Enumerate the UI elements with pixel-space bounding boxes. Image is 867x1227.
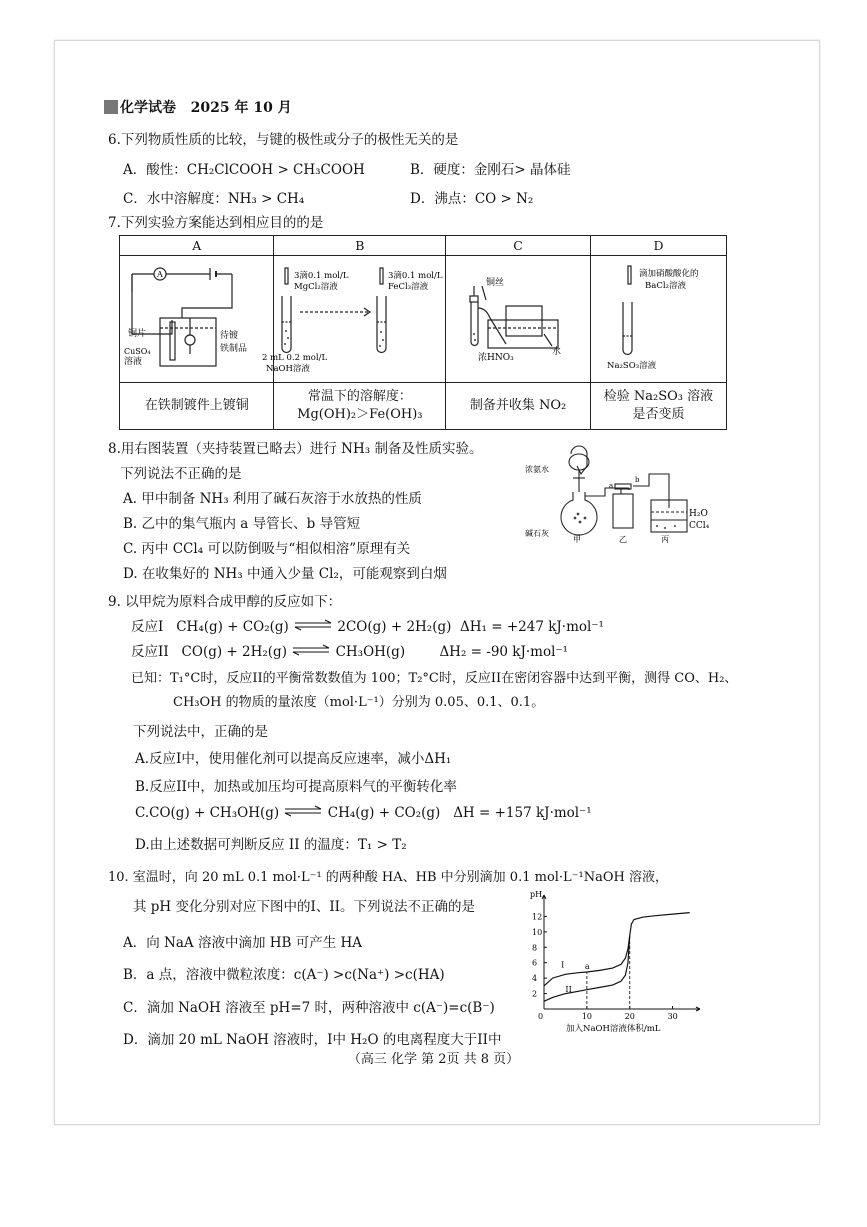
test-tube-diagram [262,256,447,383]
q7-header-d: D [590,236,726,256]
ph-titration-chart [520,886,720,1034]
q7-stem: 7.下列实验方案能达到相应目的的是 [108,215,324,231]
y-tick-label: 8 [532,943,538,953]
naoh-label-1: 2 mL 0.2 mol/L [262,353,328,363]
cuso4-label-2: 溶液 [124,357,143,367]
q9c-enthalpy: ΔH = +157 kJ·mol⁻¹ [453,805,592,821]
y-tick-label: 4 [532,974,538,984]
q7-purpose-c: 制备并收集 NO₂ [446,383,591,430]
r1-right: 2CO(g) + 2H₂(g) [337,619,452,635]
q10-option-b: B．a 点，溶液中微粒浓度：c(A⁻) >c(Na⁺) >c(HA) [123,967,445,983]
q8-option-d: D. 在收集好的 NH₃ 中通入少量 Cl₂，可能观察到白烟 [123,566,447,582]
origin-label: 0 [538,1012,544,1021]
conc-ammonia-label: 浓氨水 [525,465,549,474]
equilibrium-arrow-icon [283,806,323,816]
q8-sub: 下列说法不正确的是 [120,466,242,482]
fecl3-label-2: FeCl₃溶液 [388,282,429,292]
q6-option-b: B．硬度：金刚石> 晶体硅 [410,162,571,178]
soda-lime-label: 碱石灰 [525,529,549,538]
sulfite-test-diagram [593,256,727,383]
water-label: 水 [552,347,562,357]
electroplating-diagram [120,256,274,383]
mgcl2-label-2: MgCl₂溶液 [294,282,338,292]
q9-sub: 下列说法中，正确的是 [133,724,268,740]
q9-option-a: A.反应I中，使用催化剂可以提高反应速率，减小ΔH₁ [135,751,452,767]
y-tick-label: 2 [532,989,538,999]
naoh-label-2: NaOH溶液 [266,364,310,374]
q10-option-c: C．滴加 NaOH 溶液至 pH=7 时，两种溶液中 c(A⁻)=c(B⁻) [123,1000,495,1016]
x-tick-label: 10 [581,1012,593,1021]
header-title: 化学试卷 [120,100,176,116]
h2o-layer-label: H₂O [689,509,708,519]
series-1-label: I [561,960,565,970]
q6-option-d: D．沸点：CO > N₂ [410,191,534,207]
q9-given-2: CH₃OH 的物质的量浓度（mol·L⁻¹）分别为 0.05、0.1、0.1。 [173,695,545,710]
conc-hno3-label: 浓HNO₃ [478,353,514,363]
q9-option-b: B.反应II中，加热或加压均可提高原料气的平衡转化率 [135,779,457,795]
q7-header-a: A [120,236,274,256]
y-tick-label: 10 [532,927,543,937]
q8-option-c: C. 丙中 CCl₄ 可以防倒吸与“相似相溶”原理有关 [123,541,411,557]
y-axis-label: pH [530,890,543,899]
mgcl2-label-1: 3滴0.1 mol/L [294,271,349,281]
q7-purpose-d-line1: 检验 Na₂SO₃ 溶液 [603,389,714,404]
q7-purpose-a: 在铁制镀件上镀铜 [120,383,274,430]
tube-a-label: a [609,482,614,490]
no2-collection-diagram [448,256,592,383]
q9-stem: 9. 以甲烷为原料合成甲醇的反应如下： [108,594,342,610]
ccl4-layer-label: CCl₄ [689,521,710,531]
bottle-yi-label: 乙 [619,535,627,544]
fecl3-label-1: 3滴0.1 mol/L [388,271,443,281]
q7-purpose-d [590,383,726,430]
copper-plate-label: 铜片 [128,329,147,339]
q10-stem-2: 其 pH 变化分别对应下图中的I、II。下列说法不正确的是 [133,899,475,915]
q10-option-d: D．滴加 20 mL NaOH 溶液时，I中 H₂O 的电离程度大于II中 [123,1032,502,1048]
r1-left: CH₄(g) + CO₂(g) [176,619,289,635]
ammeter-label: A [157,270,163,279]
cuso4-label-1: CuSO₄ [124,347,151,356]
ammonia-apparatus [525,448,725,544]
page-footer: （高三 化学 第 2页 共 8 页） [347,1052,520,1067]
q7-header-b: B [274,236,446,256]
q6-stem: 6.下列物质性质的比较，与键的极性或分子的极性无关的是 [108,132,459,148]
q9-reaction-2 [131,640,568,660]
q9-given-1: 已知：T₁°C时，反应II的平衡常数数值为 100；T₂°C时，反应II在密闭容器中达到平衡，测得 CO、H₂、 [131,671,738,686]
q8-option-a: A. 甲中制备 NH₃ 利用了碱石灰溶于水放热的性质 [123,491,422,507]
series-2-label: II [565,985,572,995]
q7-purpose-b-line1: 常温下的溶解度： [307,389,412,404]
equilibrium-arrow-icon [291,645,331,655]
q9-option-d: D.由上述数据可判断反应 II 的温度：T₁ > T₂ [135,837,407,853]
q7-header-c: C [446,236,591,256]
exam-header [104,97,292,117]
equilibrium-arrow-icon [293,620,333,630]
q8-stem: 8.用右图装置（夹持装置已略去）进行 NH₃ 制备及性质实验。 [108,441,483,457]
q6-option-a: A．酸性：CH₂ClCOOH > CH₃COOH [123,162,365,178]
copper-wire-label: 铜丝 [486,278,505,288]
plated-item-label-2: 铁制品 [220,344,248,354]
q9-option-c [135,805,592,821]
r2-left: CO(g) + 2H₂(g) [181,644,287,660]
q9c-right: CH₄(g) + CO₂(g) [327,805,441,821]
y-tick-label: 6 [532,958,538,968]
q7-purpose-b [274,383,446,430]
x-axis-label: 加入NaOH溶液体积/mL [566,1024,661,1034]
q9-reaction-1 [131,615,604,635]
q9c-left: C.CO(g) + CH₃OH(g) [135,805,280,821]
na2so3-label: Na₂SO₃溶液 [607,361,657,371]
point-a-label: a [584,961,590,971]
q7-purpose-d-line2: 是否变质 [632,407,685,422]
r1-name: 反应I [131,619,164,635]
tube-b-label: b [635,476,640,484]
header-date: 2025 年 10 月 [190,100,292,116]
y-tick-label: 12 [532,912,543,922]
q8-option-b: B. 乙中的集气瓶内 a 导管长、b 导管短 [123,516,361,532]
q7-purpose-b-line2: Mg(OH)₂＞Fe(OH)₃ [297,407,423,422]
beaker-bing-label: 丙 [661,535,669,544]
r2-name: 反应II [131,644,169,660]
r2-enthalpy: ΔH₂ = -90 kJ·mol⁻¹ [439,644,568,660]
x-tick-label: 30 [667,1012,678,1021]
q10-option-a: A．向 NaA 溶液中滴加 HB 可产生 HA [123,935,363,951]
r2-right: CH₃OH(g) [335,644,406,660]
flask-jia-label: 甲 [573,535,581,544]
r1-enthalpy: ΔH₁ = +247 kJ·mol⁻¹ [460,619,604,635]
header-smudge [104,100,118,114]
series-1-line [544,913,690,986]
reagent-label-1: 滴加硝酸酸化的 [639,269,699,279]
q6-option-c: C．水中溶解度：NH₃ > CH₄ [123,191,305,207]
q10-stem: 10. 室温时，向 20 mL 0.1 mol·L⁻¹ 的两种酸 HA、HB 中分别滴加 0.1 mol·L⁻¹NaOH 溶液， [108,870,669,885]
plated-item-label-1: 待镀 [220,331,239,341]
reagent-label-2: BaCl₂溶液 [645,281,686,291]
x-tick-label: 20 [624,1012,635,1021]
